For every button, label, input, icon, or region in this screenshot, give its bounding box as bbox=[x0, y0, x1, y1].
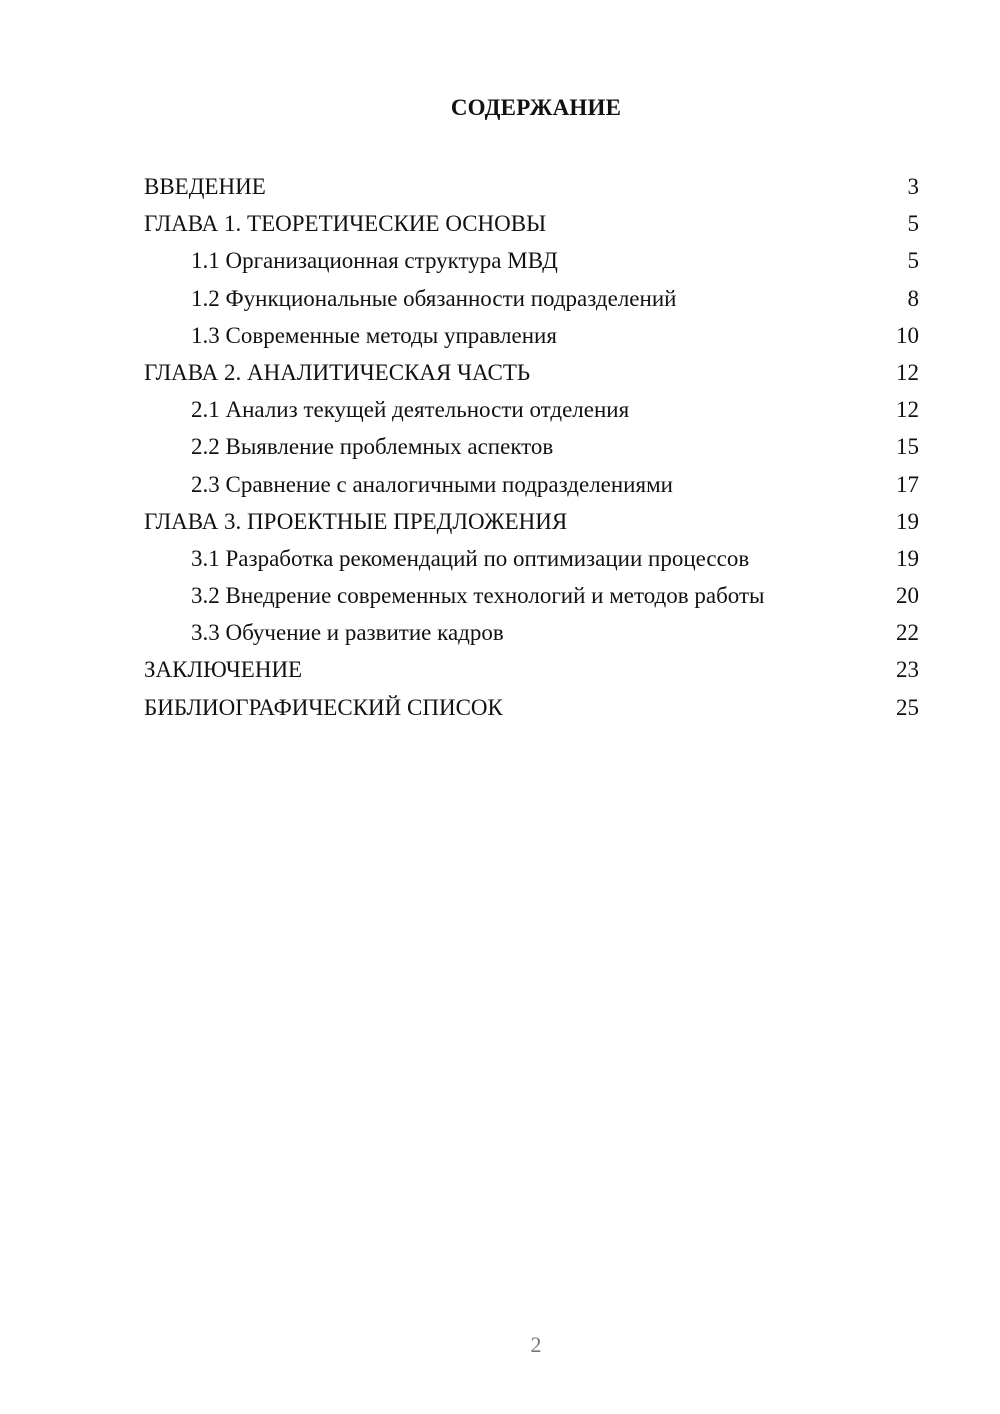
toc-entry-label: 2.2 Выявление проблемных аспектов bbox=[191, 434, 554, 460]
page-title: СОДЕРЖАНИЕ bbox=[450, 95, 622, 120]
toc-entry-label: ГЛАВА 2. АНАЛИТИЧЕСКАЯ ЧАСТЬ bbox=[144, 359, 531, 385]
toc-entry bbox=[144, 168, 919, 205]
toc-entry-label: ГЛАВА 1. ТЕОРЕТИЧЕСКИЕ ОСНОВЫ bbox=[144, 211, 547, 237]
toc-subentry bbox=[144, 577, 919, 614]
toc-entry-page: 15 bbox=[896, 434, 919, 460]
toc-subentry bbox=[144, 428, 919, 465]
toc-subentry bbox=[144, 614, 919, 651]
toc-subentry bbox=[144, 466, 919, 503]
toc-entry bbox=[144, 354, 919, 391]
toc-subentry bbox=[144, 391, 919, 428]
toc-entry-page: 3 bbox=[907, 174, 919, 199]
toc-entry-page: 25 bbox=[896, 694, 919, 720]
toc-entry-page: 17 bbox=[896, 471, 919, 497]
toc-entry-label: 2.3 Сравнение с аналогичными подразделениями bbox=[191, 471, 673, 497]
toc-subentry bbox=[144, 317, 919, 354]
toc-entry-page: 22 bbox=[896, 620, 919, 646]
toc-entry bbox=[144, 689, 919, 726]
toc-entry bbox=[144, 651, 919, 688]
toc-entry-label: 3.1 Разработка рекомендаций по оптимизации процессов bbox=[191, 545, 750, 571]
toc-subentry bbox=[144, 540, 919, 577]
table-of-contents bbox=[144, 168, 919, 726]
toc-entry-page: 5 bbox=[907, 248, 919, 274]
toc-entry-page: 10 bbox=[896, 322, 919, 348]
toc-entry-label: ГЛАВА 3. ПРОЕКТНЫЕ ПРЕДЛОЖЕНИЯ bbox=[144, 508, 568, 534]
toc-entry-page: 5 bbox=[907, 211, 919, 237]
toc-entry-label: 1.3 Современные методы управления bbox=[191, 322, 557, 348]
toc-entry-page: 19 bbox=[896, 545, 919, 571]
toc-entry-label: ЗАКЛЮЧЕНИЕ bbox=[144, 657, 303, 683]
toc-entry-page: 23 bbox=[896, 657, 919, 683]
toc-entry-label: 3.3 Обучение и развитие кадров bbox=[191, 620, 504, 646]
toc-entry-label: 3.2 Внедрение современных технологий и методов работы bbox=[191, 583, 765, 609]
toc-entry-label: 2.1 Анализ текущей деятельности отделения bbox=[191, 397, 630, 423]
toc-entry-page: 8 bbox=[907, 285, 919, 311]
toc-entry-page: 12 bbox=[896, 359, 919, 385]
toc-entry bbox=[144, 503, 919, 540]
toc-subentry bbox=[144, 242, 919, 279]
toc-subentry bbox=[144, 280, 919, 317]
toc-entry-label: ВВЕДЕНИЕ bbox=[144, 174, 266, 199]
toc-entry-page: 19 bbox=[896, 508, 919, 534]
toc-entry-page: 20 bbox=[896, 583, 919, 609]
toc-entry-label: 1.1 Организационная структура МВД bbox=[191, 248, 558, 274]
toc-entry-page: 12 bbox=[896, 397, 919, 423]
toc-entry bbox=[144, 205, 919, 242]
toc-entry-label: БИБЛИОГРАФИЧЕСКИЙ СПИСОК bbox=[144, 694, 503, 720]
toc-entry-label: 1.2 Функциональные обязанности подразделений bbox=[191, 285, 677, 311]
page-number: 2 bbox=[530, 1332, 542, 1357]
